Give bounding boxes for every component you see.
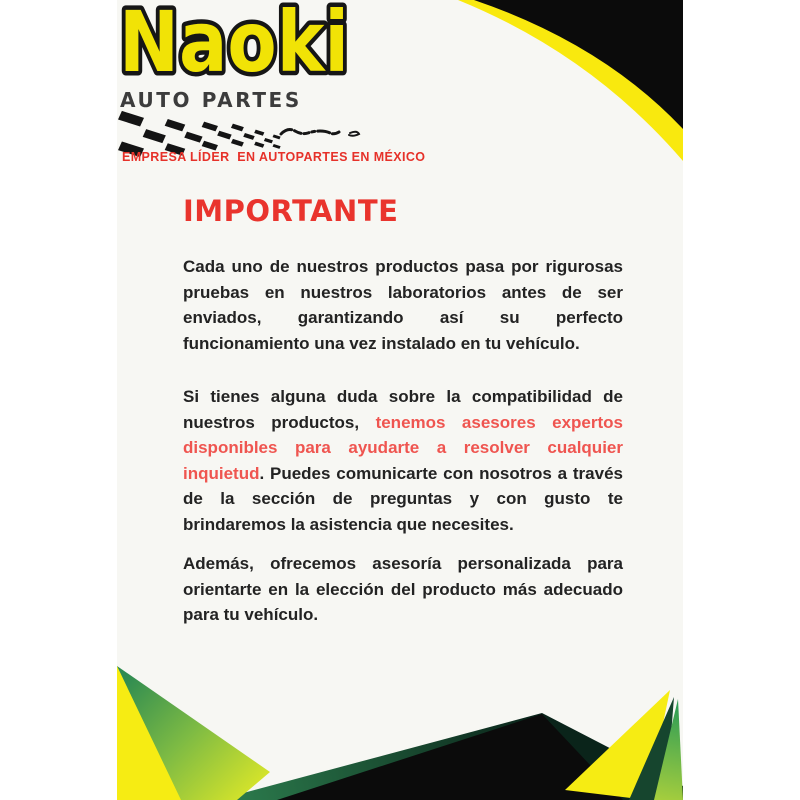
main-content: [183, 196, 623, 628]
paragraph-compatibility-highlight: tenemos asesores expertos disponibles para ayudarte a resolver cualquier inquietud: [183, 412, 623, 483]
brand-tagline: EMPRESA LÍDER EN AUTOPARTES EN MÉXICO: [122, 150, 426, 164]
paragraph-compatibility-end: . Puedes comunicarte con nosotros a través de la sección de preguntas y con gusto te brindaremos la asistencia que necesites.: [183, 463, 623, 534]
paragraph-quality: Cada uno de nuestros productos pasa por rigurosas pruebas en nuestros laboratorios antes de ser enviados, garantizando así su perfecto funcionamiento una vez instalado en tu vehículo.: [183, 257, 623, 353]
bottom-triangles-decoration: [117, 666, 683, 800]
brand-logo: [117, 0, 477, 100]
paragraph-advice: Además, ofrecemos asesoría personalizada para orientarte en la elección del producto más adecuado para tu vehículo.: [183, 554, 623, 624]
poster-canvas: [117, 0, 683, 800]
page-title: IMPORTANTE: [183, 194, 399, 228]
paragraph-compatibility: [183, 384, 623, 537]
corner-curve-decoration: [458, 0, 683, 161]
brand-logo-text: Naoki: [119, 0, 349, 91]
paragraph-compatibility-start: Si tienes alguna duda sobre la compatibilidad de nuestros productos,: [183, 387, 623, 432]
brand-subtitle: AUTO PARTES: [120, 88, 302, 112]
